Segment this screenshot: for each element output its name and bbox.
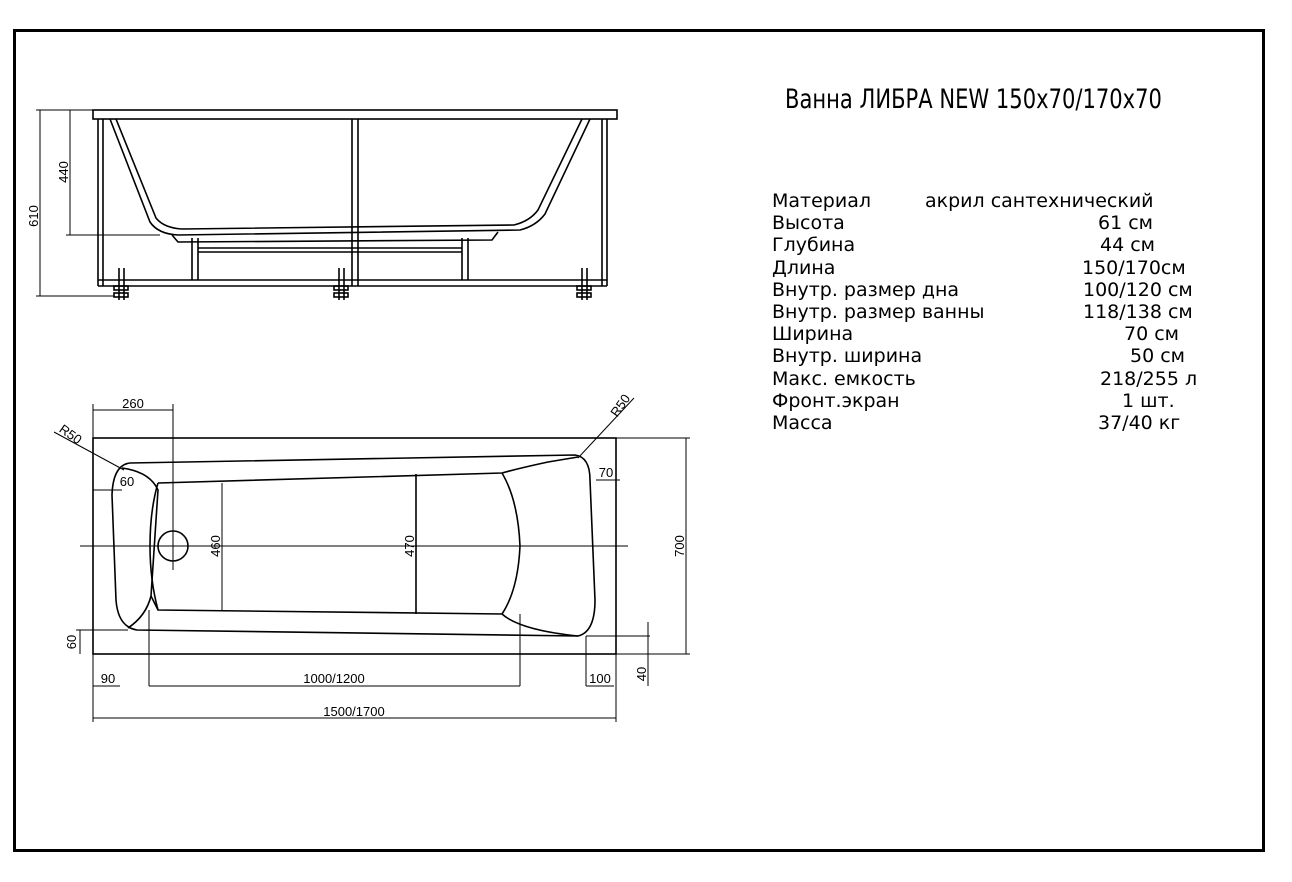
spec-row [772,301,1242,323]
dim-radius-right: R50 [607,391,634,420]
dim-depth: 440 [56,161,71,183]
dim-head-offset: 260 [122,396,144,411]
dim-bottom-offset: 40 [634,666,649,682]
spec-value: 70 см [1124,323,1179,346]
spec-value: 37/40 кг [1098,411,1181,434]
spec-label: Высота [772,212,845,235]
spec-row [772,368,1242,390]
spec-row [772,412,1242,434]
spec-label: Внутр. ширина [772,345,923,368]
spec-value: 44 см [1100,234,1155,257]
dim-bottom-left: 90 [100,671,116,686]
foot [114,268,128,300]
spec-label: Глубина [772,234,856,257]
spec-label: Длина [772,256,836,279]
spec-label: Ширина [772,323,854,346]
spec-value: 1 шт. [1122,389,1175,412]
product-title: Ванна ЛИБРА NEW 150x70/170x70 [785,84,1162,115]
spec-label: Макс. емкость [772,367,916,390]
dim-length: 1500/1700 [323,704,385,719]
spec-value: 118/138 см [1083,300,1193,323]
spec-row [772,279,1242,301]
dim-left-inset: 60 [119,474,135,489]
spec-list [772,190,1242,434]
side-view [36,110,617,300]
spec-label: Внутр. размер дна [772,278,960,301]
spec-row [772,234,1242,256]
spec-value: 61 см [1098,212,1153,235]
spec-value: 218/255 л [1100,367,1198,390]
spec-value: 50 см [1130,345,1185,368]
spec-value: акрил сантехнический [925,190,1154,212]
dim-height: 610 [26,205,41,227]
dim-bottom-length: 1000/1200 [303,671,365,686]
spec-value: 150/170см [1082,256,1186,279]
dim-inner-mid: 470 [402,535,417,557]
foot [334,268,348,300]
spec-label: Масса [772,411,833,434]
spec-label: Фронт.экран [772,389,900,412]
dim-inner-head: 460 [208,535,223,557]
spec-label: Материал [772,190,871,212]
spec-label: Внутр. размер ванны [772,300,985,323]
dim-right-inset: 70 [598,465,614,480]
spec-row [772,345,1242,367]
foot [577,268,591,300]
spec-row [772,390,1242,412]
side-rim [93,110,617,119]
bowl-outline [110,119,590,235]
dim-radius-left: R50 [56,421,85,448]
spec-row [772,190,1242,212]
spec-row [772,323,1242,345]
dim-width: 700 [672,535,687,557]
dim-bottom-right: 100 [589,671,611,686]
dim-bottom-inset: 60 [64,634,79,650]
spec-row [772,212,1242,234]
spec-value: 100/120 см [1083,278,1193,301]
spec-row [772,257,1242,279]
